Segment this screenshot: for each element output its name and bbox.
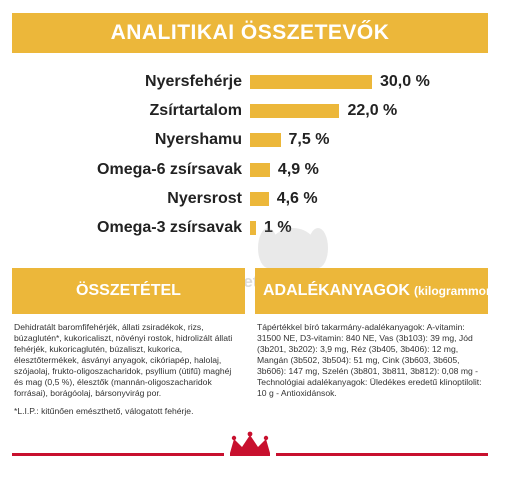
composition-footnote: *L.I.P.: kitűnően emészthető, válogatott fehérje. bbox=[14, 406, 194, 416]
analytics-row-value: 1 % bbox=[264, 219, 292, 236]
additives-title: ADALÉKANYAGOK bbox=[263, 282, 410, 299]
composition-title: ÖSSZETÉTEL bbox=[76, 282, 181, 299]
analytics-row-value: 30,0 % bbox=[380, 73, 430, 90]
crown-icon bbox=[226, 431, 274, 459]
analytics-row-label: Omega-3 zsírsavak bbox=[97, 219, 242, 236]
analytics-row bbox=[0, 98, 500, 124]
additives-header bbox=[255, 268, 522, 314]
analytics-row-value: 22,0 % bbox=[347, 102, 398, 120]
analytics-row-label: Zsírtartalom bbox=[149, 102, 242, 120]
additives-subtitle: (kilogrammonként) bbox=[413, 284, 522, 298]
footer-line-left bbox=[12, 453, 224, 456]
analytics-row bbox=[0, 127, 500, 153]
analytics-list bbox=[0, 0, 500, 250]
analytics-row-bar bbox=[250, 192, 269, 206]
analytics-row bbox=[0, 69, 500, 95]
analytics-title: ANALITIKAI ÖSSZETEVŐK bbox=[110, 21, 390, 44]
analytics-row-bar bbox=[250, 133, 281, 147]
analytics-row bbox=[0, 186, 500, 212]
analytics-row-label: Nyershamu bbox=[154, 131, 242, 149]
additives-text: Tápértékkel bíró takarmány-adalékanyagok: A-vitamin: 31500 NE, D3-vitamin: 840 NE, Vas (3b103): 39 mg, Jód (3b201, 3b202): 3,9 mg, Réz (3b405, 3b406): 12 mg, Mangán (3b502, 3b504): 51 mg, Cink (3b603, 3b605, 3b606): 147 mg, Szelén (3b801, 3b811, 3b812): 0,08 mg - Technológiai adalékanyagok: Üledékes eredetű klinoptilolit: 10 g - Antioxidánsok. bbox=[257, 322, 482, 398]
analytics-row bbox=[0, 157, 500, 183]
analytics-row-bar bbox=[250, 104, 339, 118]
analytics-row-value: 7,5 % bbox=[288, 131, 330, 149]
analytics-row-value: 4,9 % bbox=[277, 160, 319, 178]
analytics-row-label: Nyersrost bbox=[167, 189, 242, 207]
composition-header bbox=[12, 268, 245, 314]
footer-line-right bbox=[276, 453, 488, 456]
analytics-row-bar bbox=[250, 75, 372, 89]
analytics-row-label: Nyersfehérje bbox=[145, 73, 242, 90]
analytics-row-label: Omega-6 zsírsavak bbox=[97, 160, 242, 178]
composition-text: Dehidratált baromfifehérjék, állati zsiradékok, rizs, búzaglutén*, kukoricaliszt, növényi rostok, hidrolizált állati fehérjék, kukoricaglutén, búzaliszt, kukorica, élesztőtermékek, ásványi anyagok, cikóriapép, halolaj, szójaolaj, frukto-oligoszacharidok, psyllium (útifű) maghéj és mag (0,5 %), élesztők (mannán-oligoszacharidok forrásai), borágóolaj, bársonyvirág por. bbox=[14, 322, 233, 398]
analytics-row-value: 4,6 % bbox=[276, 189, 318, 207]
analytics-row-bar bbox=[250, 163, 270, 177]
